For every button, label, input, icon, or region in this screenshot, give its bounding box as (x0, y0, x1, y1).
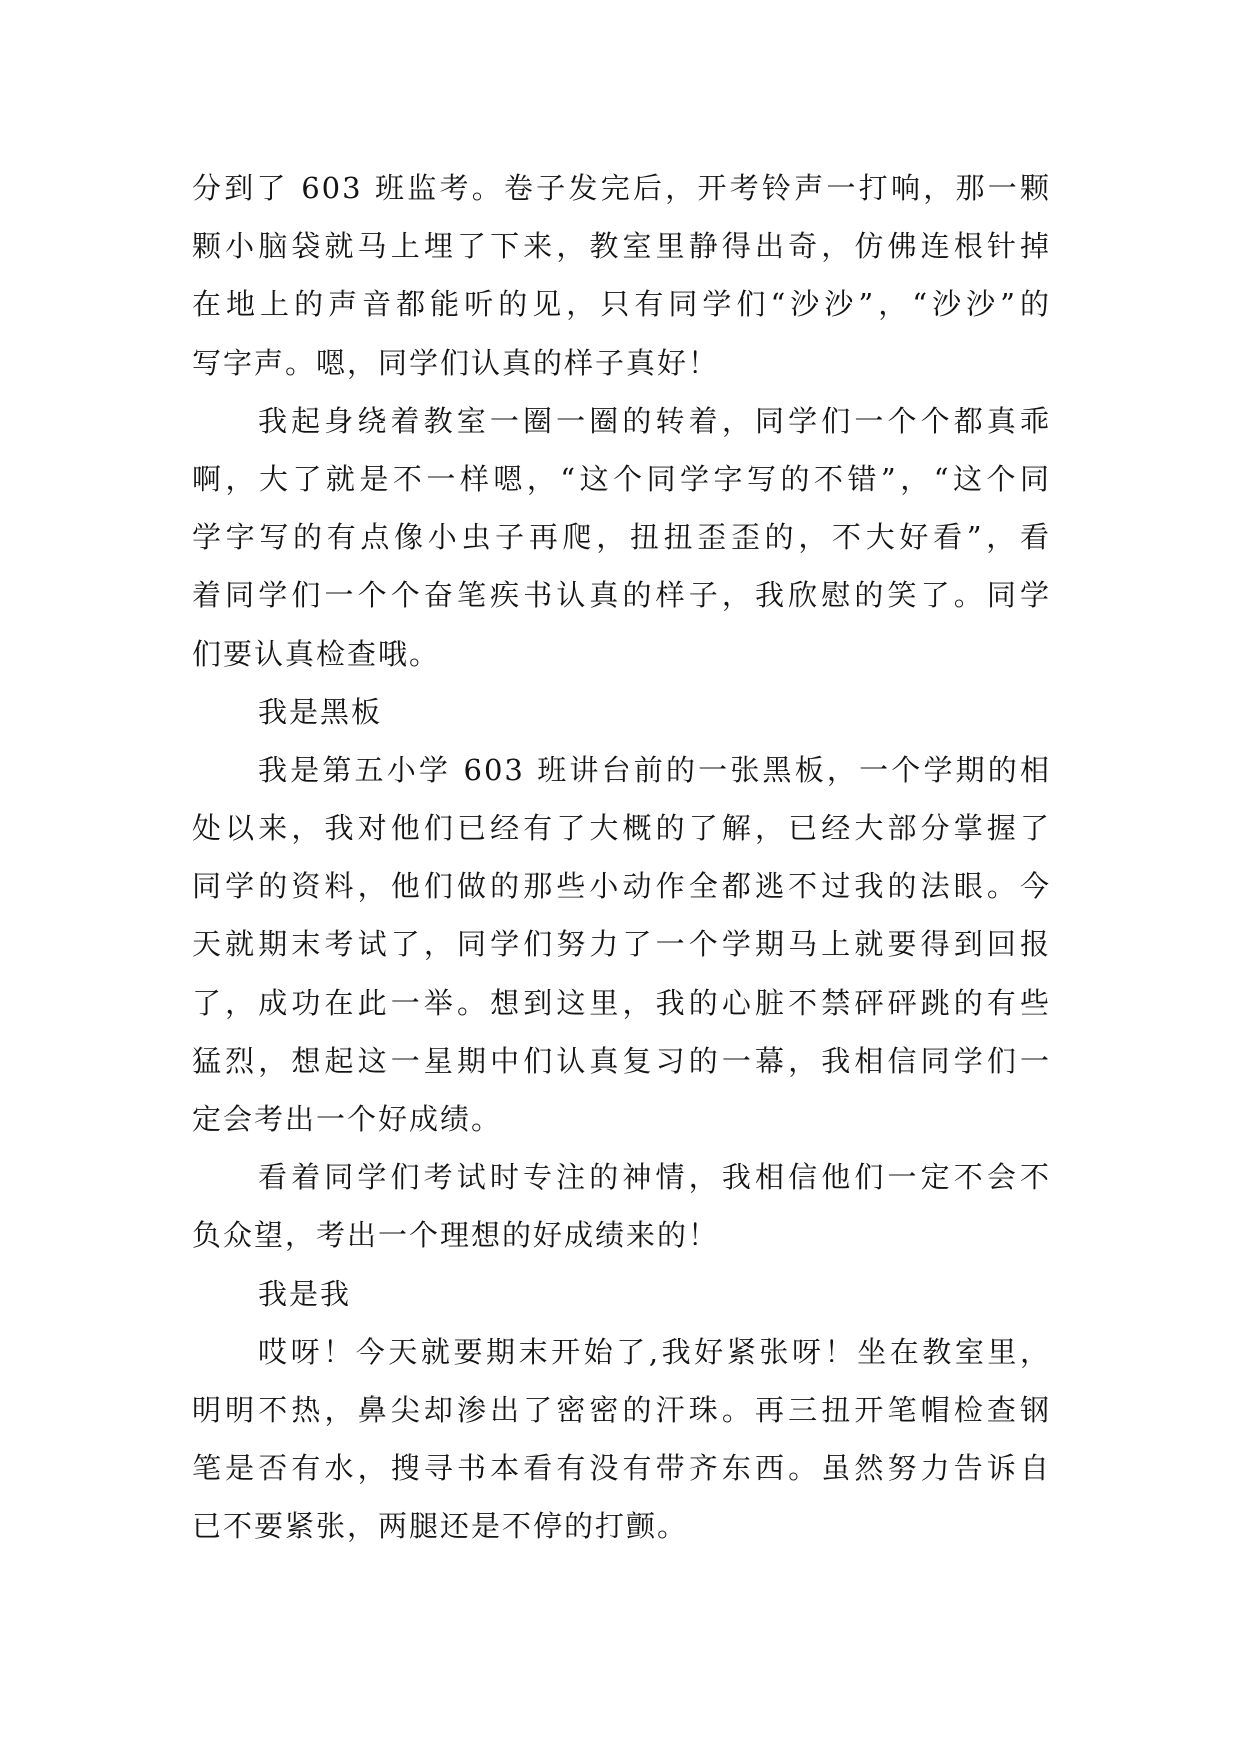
text-line: 学字写的有点像小虫子再爬，扭扭歪歪的，不大好看”，看 (192, 520, 1051, 555)
text-line: 我是黑板 (258, 694, 383, 729)
text-line: 我是第五小学 603 班讲台前的一张黑板，一个学期的相 (258, 752, 1051, 787)
text-line: 们要认真检查哦。 (192, 636, 441, 671)
body-text (192, 159, 1051, 1556)
text-line: 着同学们一个个奋笔疾书认真的样子，我欣慰的笑了。同学 (192, 578, 1051, 613)
paragraph (192, 1148, 1051, 1264)
text-line: 负众望，考出一个理想的好成绩来的！ (192, 1218, 720, 1253)
text-line: 分到了 603 班监考。卷子发完后，开考铃声一打响，那一颗 (192, 171, 1051, 205)
text-line: 明明不热，鼻尖却渗出了密密的汗珠。再三扭开笔帽检查钢 (192, 1392, 1051, 1427)
text-line: 我是我 (258, 1276, 352, 1311)
text-line: 同学的资料，他们做的那些小动作全都逃不过我的法眼。今 (192, 869, 1051, 904)
text-line: 写字声。嗯，同学们认真的样子真好！ (192, 345, 720, 380)
text-line: 猛烈，想起这一星期中们认真复习的一幕，我相信同学们一 (192, 1043, 1051, 1078)
text-line: 看着同学们考试时专注的神情，我相信他们一定不会不 (258, 1160, 1051, 1195)
text-line: 我起身绕着教室一圈一圈的转着，同学们一个个都真乖 (258, 403, 1051, 438)
text-line: 了，成功在此一举。想到这里，我的心脏不禁砰砰跳的有些 (192, 985, 1051, 1020)
text-line: 处以来，我对他们已经有了大概的了解，已经大部分掌握了 (192, 811, 1051, 846)
paragraph (192, 741, 1051, 1148)
text-line: 啊，大了就是不一样嗯，“这个同学字写的不错”，“这个同 (192, 461, 1051, 496)
text-line: 已不要紧张，两腿还是不停的打颤。 (192, 1509, 689, 1544)
text-line: 定会考出一个好成绩。 (192, 1102, 503, 1136)
section-heading (192, 683, 1051, 741)
text-line: 哎呀！今天就要期末开始了,我好紧张呀！坐在教室里， (258, 1334, 1051, 1369)
text-line: 颗小脑袋就马上埋了下来，教室里静得出奇，仿佛连根针掉 (192, 229, 1051, 264)
text-line: 在地上的声音都能听的见，只有同学们“沙沙”，“沙沙”的 (192, 287, 1051, 322)
text-line: 笔是否有水，搜寻书本看有没有带齐东西。虽然努力告诉自 (192, 1451, 1051, 1486)
paragraph (192, 159, 1051, 392)
section-heading (192, 1265, 1051, 1323)
paragraph (192, 392, 1051, 683)
text-line: 天就期末考试了，同学们努力了一个学期马上就要得到回报 (192, 927, 1051, 962)
paragraph (192, 1323, 1051, 1556)
